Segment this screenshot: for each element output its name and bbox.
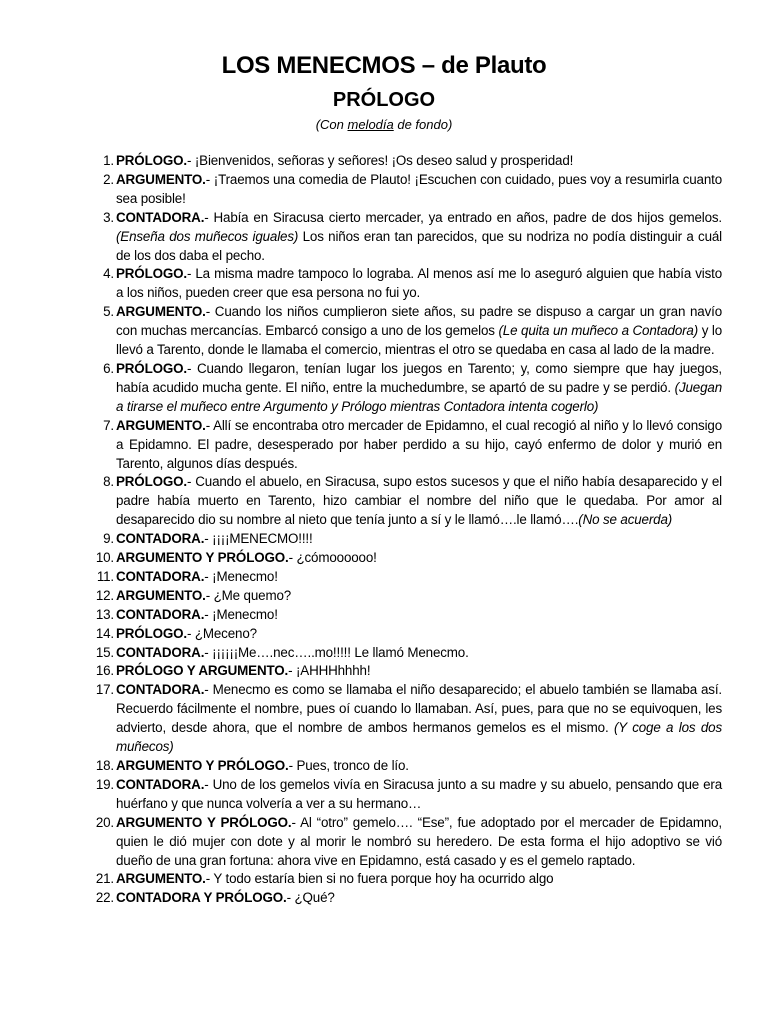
note-open: (Con [315, 117, 348, 132]
speaker-name: CONTADORA. [116, 776, 205, 792]
speaker-name: PRÓLOGO. [116, 625, 187, 641]
script-line [88, 265, 722, 303]
line-number: 22. [95, 890, 114, 906]
script-line [88, 360, 722, 417]
stage-direction-note [0, 117, 768, 132]
script-line [88, 568, 722, 587]
script-line [88, 549, 722, 568]
script-line [88, 776, 722, 814]
speaker-name: ARGUMENTO. [116, 171, 206, 187]
dialogue-text: - ¡¡¡¡¡¡Me….nec…..mo!!!!! Le llamó Menecmo. [204, 644, 469, 660]
script-line [88, 625, 722, 644]
script-line [88, 417, 722, 474]
line-number: 16. [95, 663, 114, 679]
dialogue-text: - Cuando el abuelo, en Siracusa, supo estos sucesos y que el niño había desaparecido y el padre había muerto en Tarento, hizo cambiar el nombre del niño que le quedaba. Por amor al desaparecido dio su nombre al nieto que tenía junto a sí y le llamó….le llamó…. [116, 474, 722, 528]
line-number: 4. [103, 266, 114, 282]
dialogue-text: - Cuando llegaron, tenían lugar los juegos en Tarento; y, como siempre que hay juegos, había acudido mucha gente. El niño, entre la muchedumbre, se apartó de su padre y se perdió. [116, 360, 722, 395]
section-title: PRÓLOGO [332, 89, 436, 111]
line-number: 10. [95, 550, 114, 566]
script-line [88, 662, 722, 681]
dialogue-text: - La misma madre tampoco lo lograba. Al menos así me lo aseguró alguien que había visto a los niños, pueden creer que esa persona no fui yo. [116, 266, 722, 301]
dialogue-text: - Y todo estaría bien si no fuera porque hoy ha ocurrido algo [205, 871, 554, 887]
line-number: 2. [103, 171, 114, 187]
line-number: 8. [103, 474, 114, 490]
speaker-name: CONTADORA. [116, 682, 205, 698]
line-number: 6. [103, 360, 114, 376]
line-number: 18. [95, 758, 114, 773]
speaker-name: PRÓLOGO. [116, 266, 187, 282]
dialogue-text: - Pues, tronco de lío. [288, 758, 409, 773]
speaker-name: ARGUMENTO. [116, 871, 206, 887]
speaker-name: CONTADORA. [116, 531, 205, 547]
script-line [88, 606, 722, 625]
script-lines [88, 152, 722, 908]
speaker-name: ARGUMENTO. [116, 587, 206, 603]
line-number: 19. [95, 776, 114, 792]
script-line [88, 171, 722, 209]
line-number: 15. [95, 644, 114, 660]
speaker-name: ARGUMENTO Y PRÓLOGO. [116, 758, 289, 773]
dialogue-text: - ¡Menecmo! [204, 568, 278, 584]
script-line [88, 152, 722, 171]
speaker-name: ARGUMENTO. [116, 304, 206, 320]
dialogue-text: - ¿Qué? [286, 890, 335, 906]
dialogue-text: Los niños eran tan parecidos, que su nodriza no podía distinguir a cuál de los dos daba el pecho. [116, 228, 722, 263]
script-line [88, 303, 722, 360]
line-number: 5. [103, 304, 114, 320]
line-number: 12. [95, 587, 114, 603]
speaker-name: ARGUMENTO Y PRÓLOGO. [116, 814, 292, 830]
line-number: 1. [103, 153, 114, 168]
speaker-name: PRÓLOGO Y ARGUMENTO. [116, 663, 289, 679]
line-number: 7. [103, 417, 114, 433]
dialogue-text: - ¡Menecmo! [204, 606, 278, 622]
script-line [88, 209, 722, 266]
speaker-name: PRÓLOGO. [116, 153, 187, 168]
speaker-name: ARGUMENTO Y PRÓLOGO. [116, 550, 289, 566]
stage-direction: (Enseña dos muñecos iguales) [116, 228, 299, 244]
dialogue-text: - ¿cómoooooo! [288, 550, 377, 566]
line-number: 20. [95, 814, 114, 830]
stage-direction: (Juegan a tirarse el muñeco entre Argumento y Prólogo mientras Contadora intenta cogerlo) [116, 379, 722, 414]
stage-direction: (Le quita un muñeco a Contadora) [498, 323, 699, 339]
speaker-name: PRÓLOGO. [116, 360, 187, 376]
speaker-name: CONTADORA. [116, 209, 205, 225]
dialogue-text: - Había en Siracusa cierto mercader, ya entrado en años, padre de dos hijos gemelos. [204, 209, 722, 225]
dialogue-text: - ¡Traemos una comedia de Plauto! ¡Escuchen con cuidado, pues voy a resumirla cuanto sea posible! [116, 171, 722, 206]
line-number: 13. [95, 606, 114, 622]
speaker-name: PRÓLOGO. [116, 474, 187, 490]
speaker-name: ARGUMENTO. [116, 417, 206, 433]
line-number: 21. [95, 871, 114, 887]
stage-direction: (Y coge a los dos muñecos) [116, 720, 723, 755]
line-number: 17. [95, 682, 114, 698]
document-title: LOS MENECMOS – de Plauto [221, 52, 547, 79]
script-line [88, 587, 722, 606]
script-line [88, 757, 722, 776]
script-line [88, 681, 722, 757]
dialogue-text: - ¡Bienvenidos, señoras y señores! ¡Os deseo salud y prosperidad! [186, 153, 574, 168]
dialogue-text: - Allí se encontraba otro mercader de Epidamno, el cual recogió al niño y lo llevó consigo a Epidamno. El padre, desesperado por haber perdido a su hijo, cayó enfermo de dolor y murió en Tarento, algunos días después. [116, 417, 722, 471]
script-line [88, 530, 722, 549]
dialogue-text: - ¿Me quemo? [205, 587, 292, 603]
dialogue-text: - ¿Meceno? [186, 625, 257, 641]
speaker-name: CONTADORA. [116, 644, 205, 660]
script-line [88, 870, 722, 889]
script-line [88, 814, 722, 871]
stage-direction: (No se acuerda) [578, 512, 673, 528]
note-underlined: melodía [347, 117, 394, 132]
dialogue-text: - Menecmo es como se llamaba el niño desaparecido; el abuelo también se llamaba así. Recuerdo fácilmente el nombre, pues oí cuando lo llamaban. Así, pues, para que no se equivoquen, les advierto, desde ahora, que el nombre de ambos hermanos gemelos es el mismo. [116, 682, 722, 736]
line-number: 14. [95, 625, 114, 641]
dialogue-text: - Al “otro” gemelo…. “Ese”, fue adoptado por el mercader de Epidamno, quien le dió mujer con dote y al morir le nombró su heredero. De esta forma el hijo adoptivo se vió dueño de una gran fortuna: ahora vive en Epidamno, está casado y es el gemelo raptado. [116, 814, 722, 868]
line-number: 3. [103, 209, 114, 225]
note-close: de fondo) [393, 117, 453, 132]
dialogue-text: - Uno de los gemelos vivía en Siracusa junto a su madre y su abuelo, pensando que era huérfano y que nunca volvería a ver a su hermano… [116, 776, 722, 811]
dialogue-text: - ¡¡¡¡MENECMO!!!! [204, 531, 313, 547]
speaker-name: CONTADORA. [116, 606, 205, 622]
script-line [88, 889, 722, 908]
dialogue-text: - Cuando los niños cumplieron siete años, su padre se dispuso a cargar un gran navío con muchas mercancías. Embarcó consigo a uno de los gemelos [116, 304, 722, 339]
line-number: 9. [103, 531, 114, 547]
line-number: 11. [96, 568, 114, 584]
speaker-name: CONTADORA Y PRÓLOGO. [116, 890, 287, 906]
dialogue-text: y lo llevó a Tarento, donde le llamaba el comercio, mientras el otro se quedaba en casa al lado de la madre. [116, 323, 723, 358]
speaker-name: CONTADORA. [116, 568, 205, 584]
script-line [88, 473, 722, 530]
dialogue-text: - ¡AHHHhhhh! [288, 663, 371, 679]
script-line [88, 644, 722, 663]
